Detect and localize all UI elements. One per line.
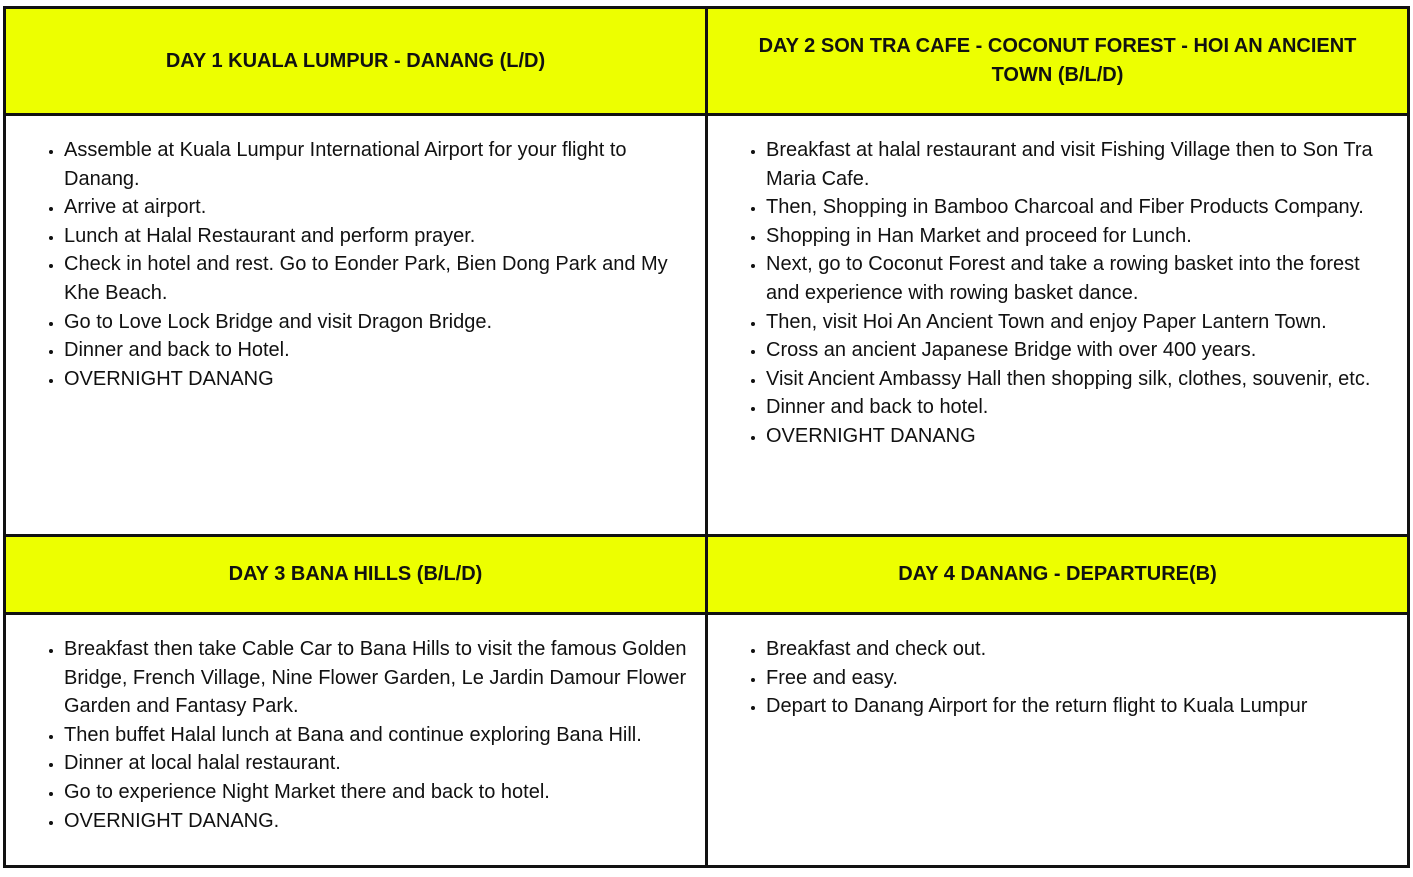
list-item: • Dinner and back to Hotel. [64, 336, 687, 365]
list-item: • Dinner at local halal restaurant. [64, 749, 687, 778]
list-item: • OVERNIGHT DANANG [766, 422, 1389, 451]
list-item: • Depart to Danang Airport for the return flight to Kuala Lumpur [766, 692, 1389, 721]
list-item: • Dinner and back to hotel. [766, 393, 1389, 422]
list-item: • Then, visit Hoi An Ancient Town and enjoy Paper Lantern Town. [766, 308, 1389, 337]
list-item: • OVERNIGHT DANANG [64, 365, 687, 394]
day-4-details [708, 615, 1407, 865]
list-item: • Go to Love Lock Bridge and visit Dragon Bridge. [64, 308, 687, 337]
day-1-activity-list [6, 136, 687, 393]
list-item: • Visit Ancient Ambassy Hall then shopping silk, clothes, souvenir, etc. [766, 365, 1389, 394]
day-4-header [708, 537, 1407, 615]
itinerary-table [3, 6, 1410, 868]
day-2-title: DAY 2 SON TRA CAFE - COCONUT FOREST - HOI AN ANCIENT TOWN (B/L/D) [758, 35, 1357, 86]
day-4-activity-list [708, 635, 1389, 721]
day-3-title: DAY 3 BANA HILLS (B/L/D) [228, 563, 483, 585]
list-item: • Arrive at airport. [64, 193, 687, 222]
list-item: • Go to experience Night Market there and back to hotel. [64, 778, 687, 807]
list-item: • Free and easy. [766, 664, 1389, 693]
day-3-header [6, 537, 708, 615]
list-item: • Breakfast at halal restaurant and visit Fishing Village then to Son Tra Maria Cafe. [766, 136, 1389, 193]
day-1-title: DAY 1 KUALA LUMPUR - DANANG (L/D) [165, 49, 546, 72]
day-2-activity-list [708, 136, 1389, 451]
day-3-activity-list [6, 635, 687, 835]
list-item: • Assemble at Kuala Lumpur International Airport for your flight to Danang. [64, 136, 687, 193]
list-item: • Breakfast and check out. [766, 635, 1389, 664]
day-4-title: DAY 4 DANANG - DEPARTURE(B) [898, 563, 1217, 585]
list-item: • Then buffet Halal lunch at Bana and continue exploring Bana Hill. [64, 721, 687, 750]
list-item: • Breakfast then take Cable Car to Bana Hills to visit the famous Golden Bridge, French Village, Nine Flower Garden, Le Jardin Damour Flower Garden and Fantasy Park. [64, 635, 687, 721]
list-item: • Then, Shopping in Bamboo Charcoal and Fiber Products Company. [766, 193, 1389, 222]
list-item: • OVERNIGHT DANANG. [64, 807, 687, 836]
day-3-details [6, 615, 708, 865]
list-item: • Cross an ancient Japanese Bridge with over 400 years. [766, 336, 1389, 365]
list-item: • Shopping in Han Market and proceed for Lunch. [766, 222, 1389, 251]
list-item: • Next, go to Coconut Forest and take a rowing basket into the forest and experience with rowing basket dance. [766, 250, 1389, 307]
list-item: • Lunch at Halal Restaurant and perform prayer. [64, 222, 687, 251]
day-2-header [708, 9, 1407, 116]
day-1-header [6, 9, 708, 116]
list-item: • Check in hotel and rest. Go to Eonder Park, Bien Dong Park and My Khe Beach. [64, 250, 687, 307]
day-1-details [6, 116, 708, 537]
day-2-details [708, 116, 1407, 537]
